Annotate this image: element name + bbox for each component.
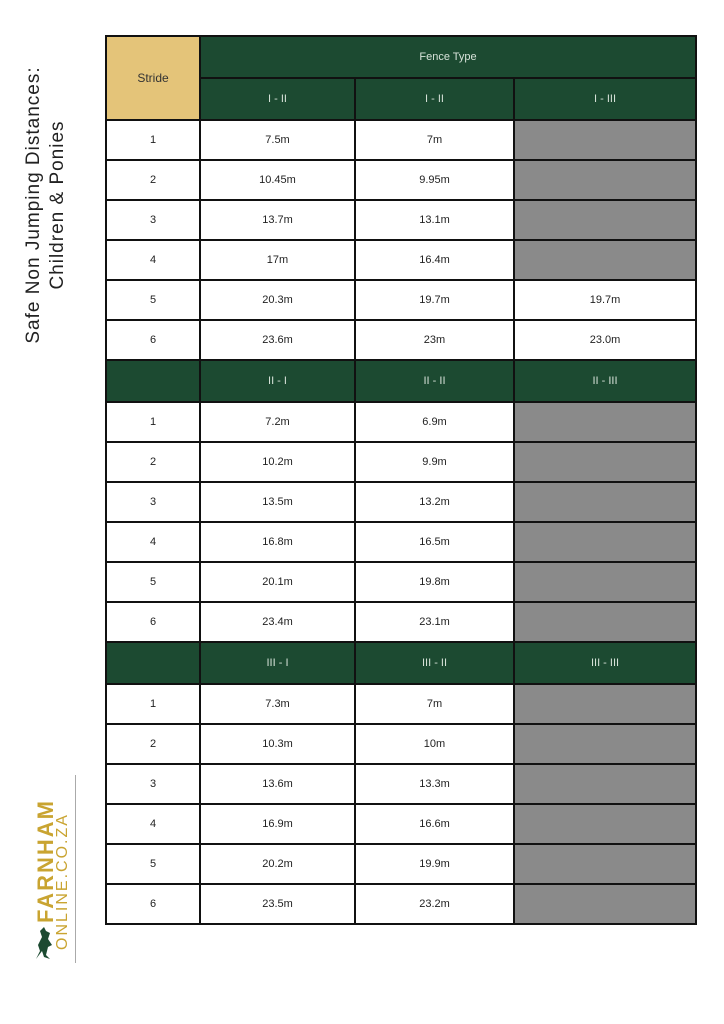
section-header-blank [106, 642, 200, 684]
empty-cell [514, 764, 696, 804]
empty-cell [514, 120, 696, 160]
distance-cell: 13.7m [200, 200, 355, 240]
distance-cell: 19.8m [355, 562, 514, 602]
empty-cell [514, 724, 696, 764]
distance-cell: 10m [355, 724, 514, 764]
title-line-2: Children & Ponies [47, 120, 68, 290]
stride-cell: 2 [106, 160, 200, 200]
table-row [106, 884, 696, 924]
distance-cell: 19.7m [514, 280, 696, 320]
table-row [106, 320, 696, 360]
table-row [106, 160, 696, 200]
fence-combination-header: II - III [514, 360, 696, 402]
table-row [106, 602, 696, 642]
distance-cell: 9.9m [355, 442, 514, 482]
fence-combination-header: I - II [355, 78, 514, 120]
table-row [106, 442, 696, 482]
table-row [106, 120, 696, 160]
distance-cell: 16.8m [200, 522, 355, 562]
distance-cell: 20.3m [200, 280, 355, 320]
empty-cell [514, 522, 696, 562]
stride-cell: 3 [106, 482, 200, 522]
page-title [22, 35, 70, 375]
table-row [106, 562, 696, 602]
table-row [106, 482, 696, 522]
fence-combination-header: III - I [200, 642, 355, 684]
stride-cell: 5 [106, 280, 200, 320]
logo-main-text: FARNHAM [33, 799, 58, 923]
table-row [106, 844, 696, 884]
section-header-blank [106, 360, 200, 402]
section-header-row [106, 360, 696, 402]
stride-cell: 3 [106, 200, 200, 240]
section-header-row [106, 642, 696, 684]
distance-cell: 16.4m [355, 240, 514, 280]
distance-cell: 7.5m [200, 120, 355, 160]
stride-cell: 6 [106, 602, 200, 642]
empty-cell [514, 844, 696, 884]
empty-cell [514, 200, 696, 240]
distance-cell: 23m [355, 320, 514, 360]
distances-table [105, 35, 697, 925]
distance-cell: 23.4m [200, 602, 355, 642]
stride-cell: 5 [106, 562, 200, 602]
horse-icon [32, 925, 54, 961]
empty-cell [514, 482, 696, 522]
distance-cell: 23.6m [200, 320, 355, 360]
distance-cell: 7m [355, 120, 514, 160]
table-row [106, 684, 696, 724]
empty-cell [514, 402, 696, 442]
stride-cell: 2 [106, 442, 200, 482]
distance-cell: 13.6m [200, 764, 355, 804]
stride-cell: 1 [106, 684, 200, 724]
logo-divider [75, 775, 76, 963]
distance-cell: 23.0m [514, 320, 696, 360]
logo-sub-text: ONLINE.CO.ZA [54, 813, 71, 950]
distance-cell: 9.95m [355, 160, 514, 200]
fence-type-header: Fence Type [200, 36, 696, 78]
stride-cell: 5 [106, 844, 200, 884]
distance-cell: 23.5m [200, 884, 355, 924]
distance-cell: 10.45m [200, 160, 355, 200]
distance-cell: 16.9m [200, 804, 355, 844]
stride-cell: 1 [106, 402, 200, 442]
stride-cell: 4 [106, 804, 200, 844]
distance-cell: 19.9m [355, 844, 514, 884]
stride-cell: 2 [106, 724, 200, 764]
empty-cell [514, 684, 696, 724]
distance-cell: 13.5m [200, 482, 355, 522]
fence-combination-header: II - I [200, 360, 355, 402]
distance-cell: 23.1m [355, 602, 514, 642]
distance-cell: 7.2m [200, 402, 355, 442]
distance-cell: 16.6m [355, 804, 514, 844]
stride-cell: 4 [106, 522, 200, 562]
fence-combination-header: I - III [514, 78, 696, 120]
distance-cell: 17m [200, 240, 355, 280]
fence-combination-header: III - III [514, 642, 696, 684]
empty-cell [514, 884, 696, 924]
distance-cell: 20.2m [200, 844, 355, 884]
table-row [106, 402, 696, 442]
distance-cell: 16.5m [355, 522, 514, 562]
table-row [106, 522, 696, 562]
empty-cell [514, 804, 696, 844]
farnham-logo [24, 775, 80, 965]
distance-cell: 7.3m [200, 684, 355, 724]
empty-cell [514, 602, 696, 642]
distance-cell: 6.9m [355, 402, 514, 442]
table-row [106, 240, 696, 280]
stride-cell: 6 [106, 884, 200, 924]
stride-cell: 1 [106, 120, 200, 160]
stride-header: Stride [106, 36, 200, 120]
table-row [106, 200, 696, 240]
distance-cell: 13.3m [355, 764, 514, 804]
fence-combination-header: I - II [200, 78, 355, 120]
table-row [106, 280, 696, 320]
table-row [106, 764, 696, 804]
title-line-1: Safe Non Jumping Distances: [23, 66, 44, 344]
distance-cell: 13.1m [355, 200, 514, 240]
fence-combination-header: III - II [355, 642, 514, 684]
stride-cell: 6 [106, 320, 200, 360]
distance-cell: 10.3m [200, 724, 355, 764]
empty-cell [514, 562, 696, 602]
distance-cell: 20.1m [200, 562, 355, 602]
distance-cell: 23.2m [355, 884, 514, 924]
empty-cell [514, 160, 696, 200]
distance-cell: 13.2m [355, 482, 514, 522]
empty-cell [514, 442, 696, 482]
distance-cell: 19.7m [355, 280, 514, 320]
fence-combination-header: II - II [355, 360, 514, 402]
stride-cell: 4 [106, 240, 200, 280]
table-row [106, 724, 696, 764]
table-row [106, 804, 696, 844]
empty-cell [514, 240, 696, 280]
stride-cell: 3 [106, 764, 200, 804]
distance-cell: 7m [355, 684, 514, 724]
distance-cell: 10.2m [200, 442, 355, 482]
